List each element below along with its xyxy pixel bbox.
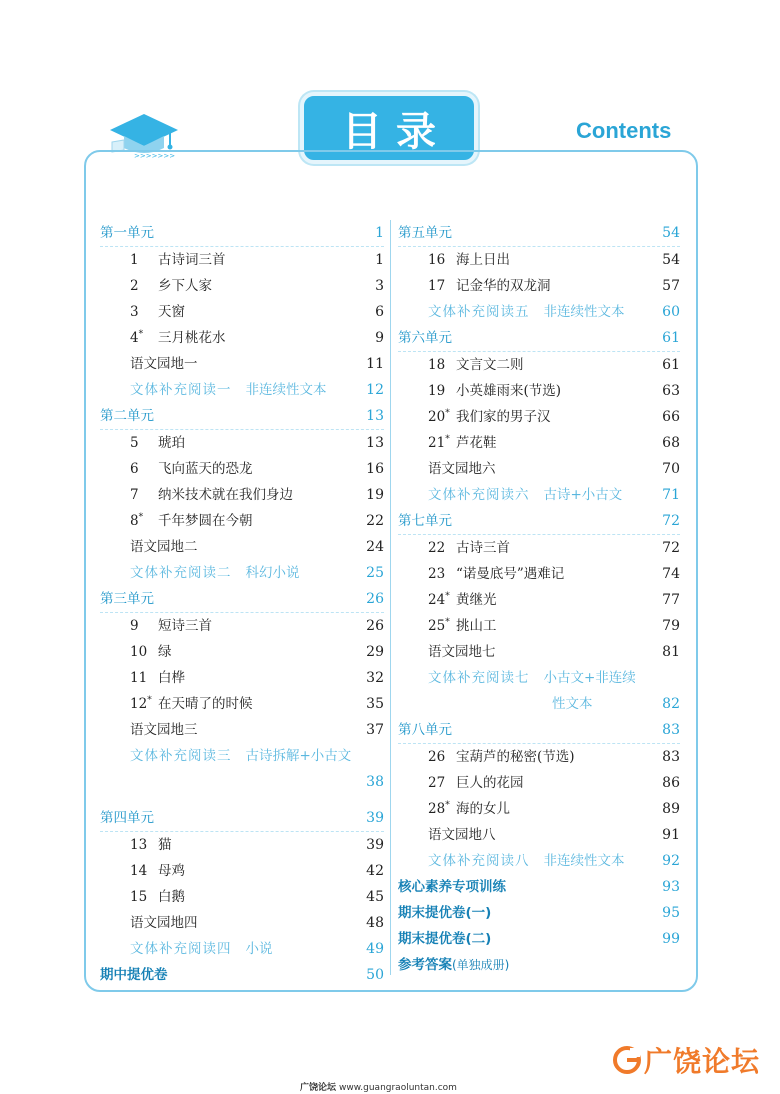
supplementary-title: 文体补充阅读二	[130, 565, 232, 581]
supplementary-genre: 古诗+小古文	[543, 487, 623, 503]
lesson-number-text: 26	[428, 749, 446, 765]
toc-special-section[interactable]	[398, 900, 680, 926]
page-number: 82	[662, 696, 680, 712]
supplementary-label	[130, 560, 300, 586]
lesson-number	[428, 352, 445, 378]
optional-star: *	[138, 512, 144, 523]
lesson-number-text: 19	[428, 383, 446, 399]
svg-text:>>>>>>>: >>>>>>>	[134, 152, 176, 160]
supplementary-genre: 小说	[245, 941, 273, 957]
toc-special-section[interactable]	[100, 962, 384, 988]
lesson-number-text: 3	[130, 304, 139, 320]
page-number: 29	[366, 644, 384, 660]
entry-title: 语文园地四	[130, 915, 198, 931]
lesson-title: 白桦	[158, 670, 185, 686]
lesson-number-text: 5	[130, 435, 139, 451]
page-number: 83	[662, 749, 680, 765]
toc-lesson[interactable]	[398, 352, 680, 378]
page-number: 39	[366, 810, 384, 826]
lesson-number	[130, 299, 139, 325]
page-number: 93	[662, 879, 680, 895]
toc-lesson[interactable]	[398, 561, 680, 587]
page-number: 39	[366, 837, 384, 853]
toc-continuation[interactable]	[100, 769, 384, 795]
page-number: 50	[366, 967, 384, 983]
supplementary-label	[428, 299, 625, 325]
page-number: 13	[366, 435, 384, 451]
toc-garden[interactable]	[398, 456, 680, 482]
lesson-number	[130, 508, 143, 534]
page-number: 79	[662, 618, 680, 634]
lesson-title: 海上日出	[456, 252, 510, 268]
toc-garden[interactable]	[100, 910, 384, 936]
lesson-number	[130, 691, 152, 717]
page-number: 19	[366, 487, 384, 503]
toc-supplementary[interactable]	[100, 560, 384, 586]
lesson-number-text: 24	[428, 592, 446, 608]
toc-lesson[interactable]	[100, 832, 384, 858]
lesson-number	[130, 884, 147, 910]
optional-star: *	[445, 434, 450, 445]
supplementary-title: 文体补充阅读六	[428, 487, 530, 503]
lesson-title: 母鸡	[158, 863, 185, 879]
page-number: 6	[375, 304, 384, 320]
entry-title: 语文园地三	[130, 722, 198, 738]
toc-lesson[interactable]	[100, 456, 384, 482]
lesson-title: 千年梦圆在今朝	[158, 513, 253, 529]
page-number: 48	[366, 915, 384, 931]
supplementary-title: 文体补充阅读一	[130, 382, 232, 398]
toc-supplementary[interactable]	[398, 665, 680, 691]
lesson-number-text: 18	[428, 357, 446, 373]
lesson-number	[428, 404, 450, 430]
lesson-number-text: 20	[428, 409, 446, 425]
page-number: 92	[662, 853, 680, 869]
page-number: 57	[662, 278, 680, 294]
toc-lesson[interactable]	[398, 744, 680, 770]
lesson-number	[130, 456, 139, 482]
page-number: 38	[366, 774, 384, 790]
toc-right-column	[398, 220, 680, 978]
lesson-number	[130, 247, 139, 273]
page-number: 1	[375, 252, 384, 268]
lesson-title: 记金华的双龙洞	[456, 278, 551, 294]
toc-lesson[interactable]	[100, 884, 384, 910]
toc-unit-heading[interactable]	[398, 508, 680, 535]
toc-lesson[interactable]	[398, 770, 680, 796]
toc-special-section[interactable]	[398, 874, 680, 900]
toc-left-column	[100, 220, 384, 988]
page-number: 68	[662, 435, 680, 451]
toc-supplementary[interactable]	[100, 743, 384, 769]
lesson-title: 猫	[158, 837, 172, 853]
entry-title: 核心素养专项训练	[398, 879, 506, 895]
lesson-number	[130, 639, 147, 665]
page-number: 99	[662, 931, 680, 947]
toc-supplementary[interactable]	[398, 482, 680, 508]
optional-star: *	[445, 617, 450, 628]
page-number: 91	[662, 827, 680, 843]
lesson-number-text: 15	[130, 889, 148, 905]
page-number: 35	[366, 696, 384, 712]
page-title: 目录	[300, 92, 478, 164]
footer-site: 广饶论坛 www.guangraoluntan.com	[300, 1083, 457, 1093]
lesson-number	[428, 561, 445, 587]
toc-garden[interactable]	[100, 534, 384, 560]
toc-lesson[interactable]	[100, 639, 384, 665]
lesson-title: 巨人的花园	[456, 775, 524, 791]
lesson-number-text: 7	[130, 487, 139, 503]
entry-title: 期末提优卷(二)	[398, 931, 492, 947]
toc-lesson[interactable]	[100, 482, 384, 508]
supplementary-title: 文体补充阅读八	[428, 853, 530, 869]
lesson-number	[130, 613, 139, 639]
toc-lesson[interactable]	[398, 613, 680, 639]
lesson-number-text: 13	[130, 837, 148, 853]
entry-title: 语文园地六	[428, 461, 496, 477]
page-number: 61	[662, 330, 680, 346]
supplementary-label	[428, 848, 625, 874]
lesson-number	[428, 613, 450, 639]
section-title-text: 参考答案	[398, 957, 452, 973]
toc-lesson[interactable]	[100, 247, 384, 273]
lesson-title: 宝葫芦的秘密(节选)	[456, 749, 575, 765]
lesson-number-text: 27	[428, 775, 446, 791]
page-number: 12	[366, 382, 384, 398]
page-number: 70	[662, 461, 680, 477]
toc-lesson[interactable]	[398, 796, 680, 822]
lesson-title: 绿	[158, 644, 172, 660]
unit-title: 第三单元	[100, 591, 154, 607]
lesson-number	[130, 858, 147, 884]
lesson-number-text: 11	[130, 670, 148, 686]
lesson-number-text: 16	[428, 252, 446, 268]
unit-title: 第八单元	[398, 722, 452, 738]
page-number: 86	[662, 775, 680, 791]
lesson-number	[428, 535, 445, 561]
supplementary-genre: 科幻小说	[245, 565, 300, 581]
toc-lesson[interactable]	[398, 378, 680, 404]
unit-title: 第七单元	[398, 513, 452, 529]
page-number: 74	[662, 566, 680, 582]
lesson-number	[130, 665, 147, 691]
lesson-title: 我们家的男子汉	[456, 409, 551, 425]
page-number: 63	[662, 383, 680, 399]
brand-logo	[612, 1040, 760, 1080]
page-number: 3	[375, 278, 384, 294]
page-number: 16	[366, 461, 384, 477]
page-number: 95	[662, 905, 680, 921]
toc-garden[interactable]	[100, 351, 384, 377]
page-number: 11	[366, 356, 384, 372]
page-number: 54	[662, 225, 680, 241]
page-number: 89	[662, 801, 680, 817]
toc-lesson[interactable]	[398, 430, 680, 456]
page-number: 37	[366, 722, 384, 738]
entry-title: 语文园地八	[428, 827, 496, 843]
toc-lesson[interactable]	[398, 247, 680, 273]
lesson-title: 挑山工	[456, 618, 497, 634]
entry-title: 期中提优卷	[100, 967, 168, 983]
lesson-title: 琥珀	[158, 435, 185, 451]
lesson-title: 纳米技术就在我们身边	[158, 487, 293, 503]
lesson-number-text: 22	[428, 540, 446, 556]
toc-supplementary[interactable]	[100, 377, 384, 403]
lesson-title: 海的女儿	[456, 801, 510, 817]
toc-unit-heading[interactable]	[398, 717, 680, 744]
page-number: 66	[662, 409, 680, 425]
toc-garden[interactable]	[398, 639, 680, 665]
lesson-number	[428, 744, 445, 770]
toc-lesson[interactable]	[100, 430, 384, 456]
lesson-number-text: 14	[130, 863, 148, 879]
toc-supplementary[interactable]	[398, 299, 680, 325]
page-number: 25	[366, 565, 384, 581]
toc-lesson[interactable]	[100, 508, 384, 534]
page-number: 9	[375, 330, 384, 346]
optional-star: *	[138, 329, 144, 340]
section-note: (单独成册)	[452, 958, 510, 972]
page-number: 61	[662, 357, 680, 373]
optional-star: *	[445, 591, 450, 602]
lesson-title: 三月桃花水	[158, 330, 226, 346]
unit-title: 第二单元	[100, 408, 154, 424]
page-number: 83	[662, 722, 680, 738]
supplementary-genre: 非连续性文本	[245, 382, 327, 398]
lesson-number	[130, 832, 147, 858]
entry-title: 语文园地一	[130, 356, 198, 372]
lesson-number	[428, 587, 450, 613]
lesson-title: “诺曼底号”遇难记	[456, 566, 565, 582]
toc-lesson[interactable]	[398, 535, 680, 561]
toc-unit-heading[interactable]	[398, 220, 680, 247]
lesson-title: 在天晴了的时候	[158, 696, 253, 712]
lesson-number	[428, 770, 445, 796]
page-number: 42	[366, 863, 384, 879]
lesson-number-text: 9	[130, 618, 139, 634]
lesson-number-text: 21	[428, 435, 446, 451]
supplementary-genre: 非连续性文本	[543, 304, 625, 320]
supplementary-title: 文体补充阅读五	[428, 304, 530, 320]
lesson-title: 芦花鞋	[456, 435, 497, 451]
unit-title: 第五单元	[398, 225, 452, 241]
optional-star: *	[147, 695, 152, 706]
lesson-title: 飞向蓝天的恐龙	[158, 461, 253, 477]
lesson-number	[428, 247, 445, 273]
page-number: 32	[366, 670, 384, 686]
supplementary-genre: 古诗拆解+小古文	[245, 748, 352, 764]
toc-unit-heading[interactable]	[100, 805, 384, 832]
toc-lesson[interactable]	[100, 691, 384, 717]
lesson-number-text: 28	[428, 801, 446, 817]
supplementary-label	[130, 743, 351, 769]
lesson-title: 白鹅	[158, 889, 185, 905]
toc-lesson[interactable]	[100, 858, 384, 884]
unit-title: 第四单元	[100, 810, 154, 826]
toc-lesson[interactable]	[100, 299, 384, 325]
page-number: 26	[366, 618, 384, 634]
toc-unit-heading[interactable]	[100, 586, 384, 613]
toc-lesson[interactable]	[398, 587, 680, 613]
toc-lesson[interactable]	[100, 273, 384, 299]
entry-title: 期末提优卷(一)	[398, 905, 492, 921]
lesson-number-text: 1	[130, 252, 139, 268]
supplementary-label	[130, 377, 327, 403]
lesson-number-text: 12	[130, 696, 148, 712]
lesson-title: 乡下人家	[158, 278, 212, 294]
toc-garden[interactable]	[398, 822, 680, 848]
entry-title: 语文园地二	[130, 539, 198, 555]
lesson-number	[428, 796, 450, 822]
toc-garden[interactable]	[100, 717, 384, 743]
section-title	[398, 957, 509, 973]
page-number: 72	[662, 540, 680, 556]
toc-supplementary[interactable]	[398, 848, 680, 874]
entry-title: 性文本	[552, 696, 593, 712]
toc-lesson[interactable]	[100, 665, 384, 691]
toc-unit-heading[interactable]	[100, 403, 384, 430]
page-number: 72	[662, 513, 680, 529]
entry-title: 语文园地七	[428, 644, 496, 660]
lesson-number-text: 2	[130, 278, 139, 294]
toc-supplementary[interactable]	[100, 936, 384, 962]
lesson-number-text: 6	[130, 461, 139, 477]
lesson-title: 文言文二则	[456, 357, 524, 373]
lesson-number	[130, 430, 139, 456]
lesson-number	[130, 273, 139, 299]
column-divider	[390, 220, 391, 975]
lesson-number	[130, 482, 139, 508]
supplementary-genre: 非连续性文本	[543, 853, 625, 869]
page-number: 54	[662, 252, 680, 268]
supplementary-title: 文体补充阅读四	[130, 941, 232, 957]
optional-star: *	[445, 408, 450, 419]
brand-name: 广饶论坛	[644, 1045, 761, 1078]
toc-lesson[interactable]	[398, 404, 680, 430]
supplementary-title: 文体补充阅读三	[130, 748, 232, 764]
contents-label: Contents	[576, 118, 672, 143]
lesson-title: 小英雄雨来(节选)	[456, 383, 562, 399]
lesson-number-text: 8	[130, 513, 139, 529]
lesson-number	[428, 273, 445, 299]
supplementary-genre: 小古文+非连续	[543, 670, 636, 686]
lesson-number-text: 25	[428, 618, 446, 634]
toc-spacer	[100, 795, 384, 805]
lesson-title: 古诗词三首	[158, 252, 226, 268]
lesson-number	[428, 430, 450, 456]
toc-continuation[interactable]	[398, 691, 680, 717]
supplementary-label	[428, 665, 636, 691]
brand-mark-icon	[612, 1045, 642, 1075]
lesson-number-text: 10	[130, 644, 148, 660]
page-number: 71	[662, 487, 680, 503]
toc-lesson[interactable]	[100, 613, 384, 639]
toc-unit-heading[interactable]	[398, 325, 680, 352]
page-number: 49	[366, 941, 384, 957]
lesson-number	[130, 325, 143, 351]
toc-lesson[interactable]	[398, 273, 680, 299]
toc-lesson[interactable]	[100, 325, 384, 351]
supplementary-label	[428, 482, 622, 508]
lesson-title: 短诗三首	[158, 618, 212, 634]
unit-title: 第六单元	[398, 330, 452, 346]
lesson-title: 黄继光	[456, 592, 497, 608]
page-number: 22	[366, 513, 384, 529]
page-number: 13	[366, 408, 384, 424]
toc-unit-heading[interactable]	[100, 220, 384, 247]
page-number: 77	[662, 592, 680, 608]
supplementary-title: 文体补充阅读七	[428, 670, 530, 686]
lesson-number-text: 17	[428, 278, 446, 294]
lesson-title: 天窗	[158, 304, 185, 320]
supplementary-label	[130, 936, 273, 962]
lesson-title: 古诗三首	[456, 540, 510, 556]
optional-star: *	[445, 800, 450, 811]
page-number: 60	[662, 304, 680, 320]
page-number: 1	[375, 225, 384, 241]
toc-special-section[interactable]	[398, 952, 680, 978]
lesson-number	[428, 378, 445, 404]
page-number: 24	[366, 539, 384, 555]
lesson-number-text: 4	[130, 330, 139, 346]
lesson-number-text: 23	[428, 566, 446, 582]
page-number: 81	[662, 644, 680, 660]
toc-special-section[interactable]	[398, 926, 680, 952]
page-number: 45	[366, 889, 384, 905]
page-number: 26	[366, 591, 384, 607]
unit-title: 第一单元	[100, 225, 154, 241]
